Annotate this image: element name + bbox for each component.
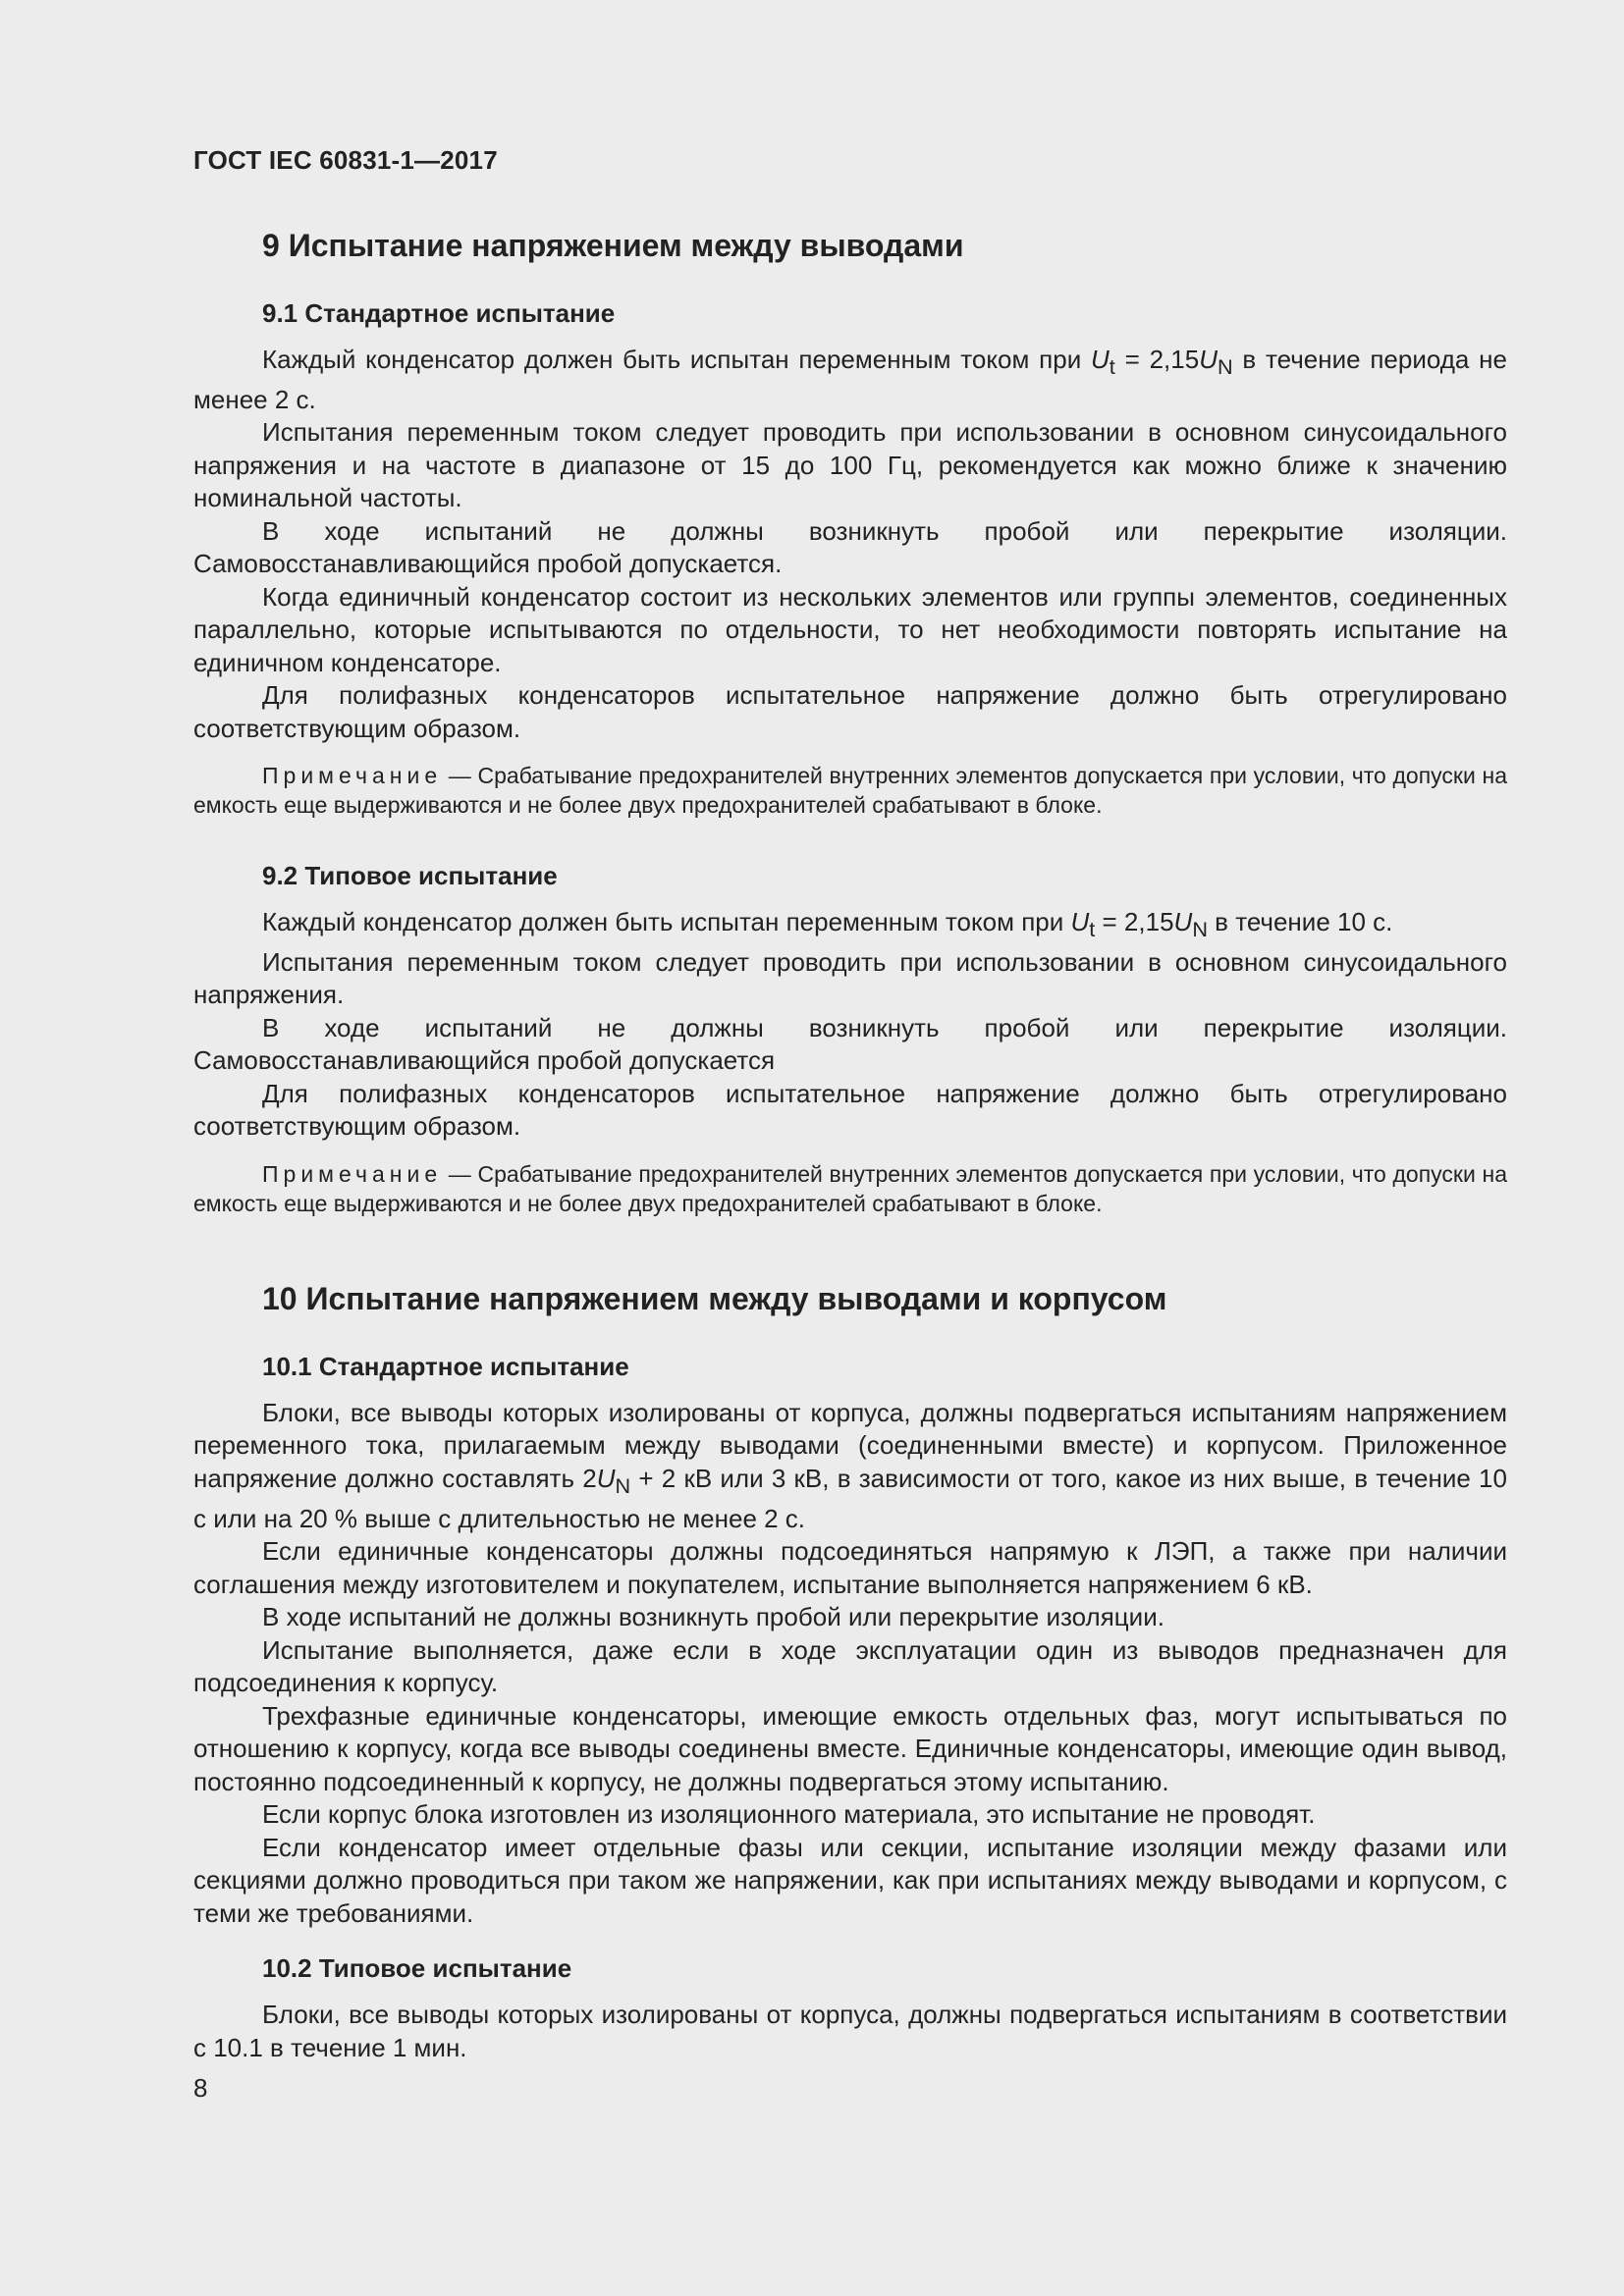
subsection-10-1-title: 10.1 Стандартное испытание	[262, 1351, 629, 1381]
paragraph-10-1-7: Если конденсатор имеет отдельные фазы или секции, испытание изоляции между фазами или секциями должно проводиться при таком же напряжении, как при испытаниях между выводами и корпусом, с теми же требованиями.	[193, 1832, 1507, 1928]
section-10-title: 10 Испытание напряжением между выводами и корпусом	[262, 1280, 1167, 1316]
paragraph-10-1-3: В ходе испытаний не должны возникнуть пробой или перекрытие изоляции.	[262, 1602, 1164, 1632]
subsection-9-1-title: 9.1 Стандартное испытание	[262, 298, 616, 328]
note-9-2: Примечание — Срабатывание предохранителей внутренних элементов допускается при условии, что допуски на емкость еще выдерживаются и не более двух предохранителей срабатывают в блоке.	[193, 1160, 1507, 1216]
section-9-title: 9 Испытание напряжением между выводами	[262, 228, 964, 263]
paragraph-10-2-1: Блоки, все выводы которых изолированы от корпуса, должны подвергаться испытаниям в соответствии с 10.1 в течение 1 мин.	[193, 2000, 1507, 2062]
note-label: Примечание	[262, 763, 443, 789]
paragraph-9-2-3: В ходе испытаний не должны возникнуть пробой или перекрытие изоляции. Самовосстанавливающийся пробой допускается	[193, 1012, 1507, 1076]
paragraph-10-1-4: Испытание выполняется, даже если в ходе эксплуатации один из выводов предназначен для подсоединения к корпусу.	[193, 1634, 1507, 1698]
paragraph-9-1-3: В ходе испытаний не должны возникнуть пробой или перекрытие изоляции. Самовосстанавливающийся пробой допускается.	[193, 515, 1507, 579]
paragraph-9-1-2: Испытания переменным током следует проводить при использовании в основном синусоидального напряжения и на частоте в диапазоне от 15 до 100 Гц, рекомендуется как можно ближе к значению номинальной частоты.	[193, 417, 1507, 513]
paragraph-9-2-4: Для полифазных конденсаторов испытательное напряжение должно быть отрегулировано соответствующим образом.	[193, 1078, 1507, 1142]
document-header: ГОСТ IEC 60831-1—2017	[193, 145, 498, 175]
document-body	[193, 224, 1507, 2064]
paragraph-9-2-2: Испытания переменным током следует проводить при использовании в основном синусоидального напряжения.	[193, 946, 1507, 1010]
note-9-1: Примечание — Срабатывание предохранителей внутренних элементов допускается при условии, что допуски на емкость еще выдерживаются и не более двух предохранителей срабатывают в блоке.	[193, 763, 1507, 819]
subsection-10-2-title: 10.2 Типовое испытание	[262, 1953, 572, 1984]
paragraph-10-1-5: Трехфазные единичные конденсаторы, имеющие емкость отдельных фаз, могут испытываться по отношению к корпусу, когда все выводы соединены вместе. Единичные конденсаторы, имеющие один вывод, постоянно подсоединенный к корпусу, не должны подвергаться этому испытанию.	[193, 1700, 1507, 1796]
paragraph-9-1-5: Для полифазных конденсаторов испытательное напряжение должно быть отрегулировано соответствующим образом.	[193, 680, 1507, 743]
page-number: 8	[193, 2073, 208, 2103]
paragraph-9-1-4: Когда единичный конденсатор состоит из нескольких элементов или группы элементов, соединенных параллельно, которые испытываются по отдельности, то нет необходимости повторять испытание на единичном конденсаторе.	[193, 581, 1507, 677]
note-label: Примечание	[262, 1160, 443, 1187]
paragraph-9-2-1: Каждый конденсатор должен быть испытан переменным током при $U_t = 2,15U_N$ в течение 10 с.	[262, 907, 1393, 942]
paragraph-10-1-2: Если единичные конденсаторы должны подсоединяться напрямую к ЛЭП, а также при наличии соглашения между изготовителем и покупателем, испытание выполняется напряжением 6 кВ.	[193, 1536, 1507, 1599]
paragraph-10-1-1: Блоки, все выводы которых изолированы от корпуса, должны подвергаться испытаниям напряжением переменного тока, прилагаемым между выводами (соединенными вместе) и корпусом. Приложенное напряжение должно составлять $2U_N + 2$ кВ или 3 кВ, в зависимости от того, какое из них выше, в течение 10 с или на 20 % выше с длительностью не менее 2 с.	[193, 1397, 1507, 1533]
subsection-9-2-title: 9.2 Типовое испытание	[262, 861, 558, 891]
paragraph-10-1-6: Если корпус блока изготовлен из изоляционного материала, это испытание не проводят.	[262, 1799, 1316, 1830]
paragraph-9-1-1: Каждый конденсатор должен быть испытан переменным током при $U_t = 2,15U_N$ в течение периода не менее 2 с.	[193, 345, 1507, 414]
